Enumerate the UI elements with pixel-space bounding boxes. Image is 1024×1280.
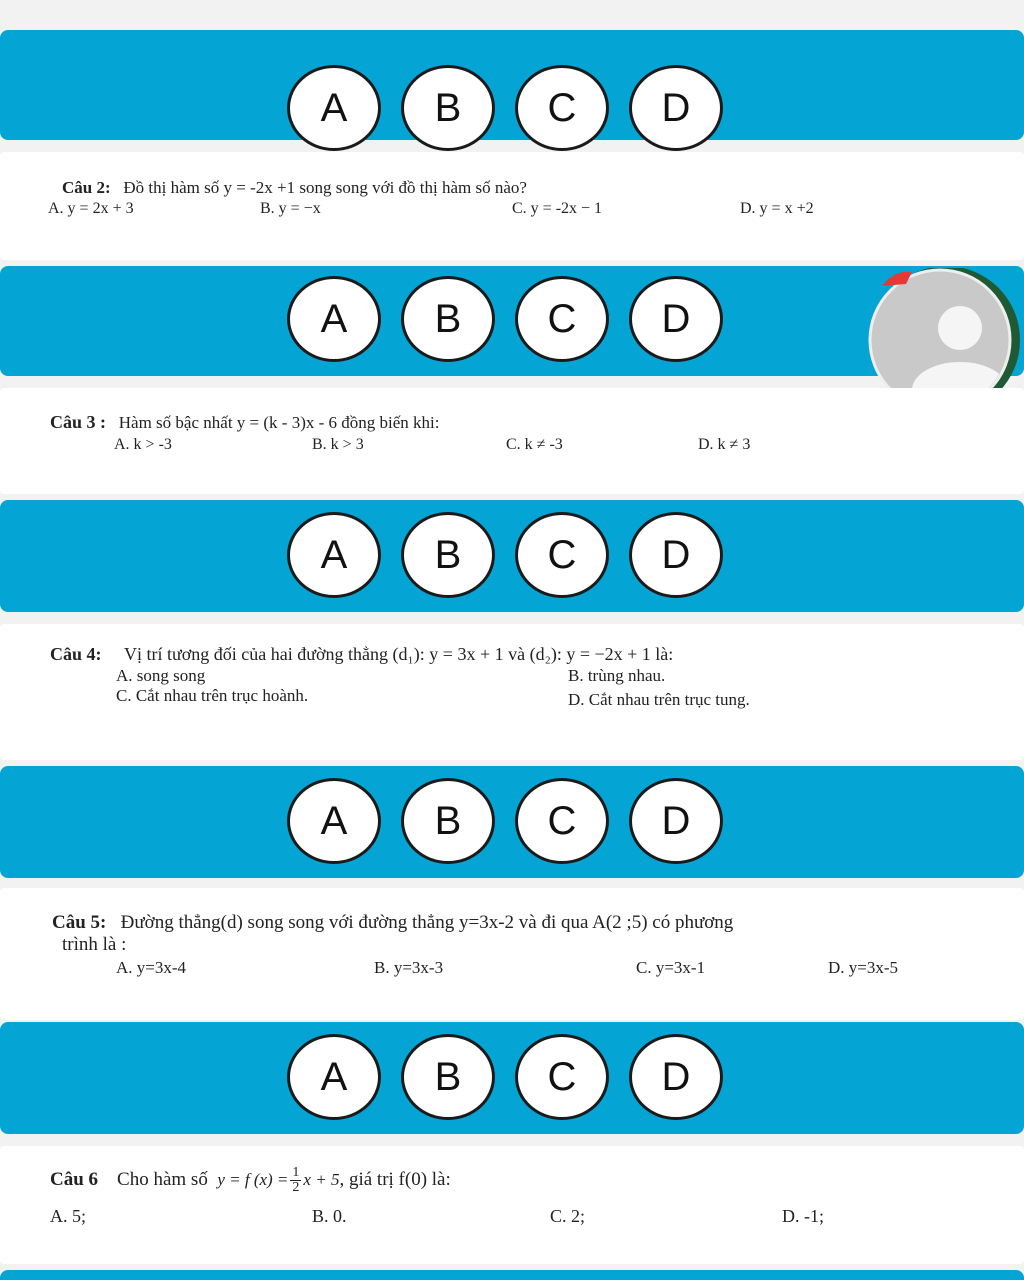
question-2 bbox=[62, 178, 527, 198]
answer-d: D. k ≠ 3 bbox=[698, 436, 751, 453]
answer-d: D. Cắt nhau trên trục tung. bbox=[568, 690, 750, 709]
answer-band-5 bbox=[0, 1022, 1024, 1134]
question-label: Câu 5: bbox=[52, 912, 107, 933]
fraction bbox=[290, 1166, 301, 1195]
option-a-button[interactable]: A bbox=[287, 65, 381, 151]
answer-band-6 bbox=[0, 1270, 1024, 1280]
option-b-button[interactable]: B bbox=[401, 512, 495, 598]
question-card-3 bbox=[0, 388, 1024, 494]
question-label: Câu 6 bbox=[50, 1168, 99, 1190]
answer-d: D. y=3x-5 bbox=[828, 958, 899, 977]
option-a-button[interactable]: A bbox=[287, 778, 381, 864]
answer-c: C. Cắt nhau trên trục hoành. bbox=[116, 686, 309, 705]
question-text-after: , giá trị f(0) là: bbox=[339, 1168, 451, 1190]
question-text: Vị trí tương đối của hai đường thẳng (d₁): y = 3x + 1 và (d₂): y = −2x + 1 là: bbox=[124, 644, 674, 664]
option-c-button[interactable]: C bbox=[515, 512, 609, 598]
option-c-button[interactable]: C bbox=[515, 276, 609, 362]
fraction-denominator: 2 bbox=[292, 1180, 300, 1195]
answer-b: B. y=3x-3 bbox=[374, 958, 444, 977]
option-b-button[interactable]: B bbox=[401, 778, 495, 864]
answer-c: C. k ≠ -3 bbox=[506, 436, 563, 453]
option-a-button[interactable]: A bbox=[287, 1034, 381, 1120]
answer-a: A. y=3x-4 bbox=[116, 958, 187, 977]
answer-b: B. y = −x bbox=[260, 200, 321, 217]
question-5 bbox=[52, 912, 733, 934]
answer-a: A. song song bbox=[116, 666, 206, 685]
option-b-button[interactable]: B bbox=[401, 276, 495, 362]
answer-d: D. -1; bbox=[782, 1206, 824, 1226]
question-card-5 bbox=[0, 888, 1024, 1020]
option-d-button[interactable]: D bbox=[629, 778, 723, 864]
question-label: Câu 2: bbox=[62, 178, 111, 197]
option-d-button[interactable]: D bbox=[629, 512, 723, 598]
option-b-button[interactable]: B bbox=[401, 1034, 495, 1120]
answer-c: C. y = -2x − 1 bbox=[512, 200, 603, 217]
answer-c: C. 2; bbox=[550, 1206, 586, 1226]
option-b-button[interactable]: B bbox=[401, 65, 495, 151]
question-text-continued: trình là : bbox=[62, 934, 127, 955]
answer-b: B. k > 3 bbox=[312, 436, 364, 453]
formula-right: x + 5 bbox=[303, 1169, 340, 1189]
question-text: Hàm số bậc nhất y = (k - 3)x - 6 đồng biến khi: bbox=[118, 413, 440, 432]
question-label: Câu 4: bbox=[50, 644, 102, 664]
answer-b: B. trùng nhau. bbox=[568, 666, 666, 685]
question-card-6 bbox=[0, 1146, 1024, 1264]
question-text: Đồ thị hàm số y = -2x +1 song song với đồ thị hàm số nào? bbox=[123, 178, 527, 197]
question-card-2 bbox=[0, 152, 1024, 260]
fraction-numerator: 1 bbox=[292, 1165, 300, 1180]
answer-a: A. k > -3 bbox=[114, 436, 172, 453]
answer-c: C. y=3x-1 bbox=[636, 958, 706, 977]
question-6 bbox=[50, 1166, 451, 1195]
option-c-button[interactable]: C bbox=[515, 778, 609, 864]
answer-a: A. y = 2x + 3 bbox=[48, 200, 134, 217]
question-label: Câu 3 : bbox=[50, 412, 107, 432]
answer-d: D. y = x +2 bbox=[740, 200, 814, 217]
question-text: Cho hàm số bbox=[117, 1168, 208, 1190]
formula-left: y = f (x) = bbox=[217, 1169, 289, 1189]
question-card-4 bbox=[0, 624, 1024, 760]
option-c-button[interactable]: C bbox=[515, 1034, 609, 1120]
option-d-button[interactable]: D bbox=[629, 276, 723, 362]
question-text: Đường thẳng(d) song song với đường thẳng y=3x-2 và đi qua A(2 ;5) có phương bbox=[120, 912, 734, 933]
option-c-button[interactable]: C bbox=[515, 65, 609, 151]
option-a-button[interactable]: A bbox=[287, 276, 381, 362]
answer-b: B. 0. bbox=[312, 1206, 347, 1226]
answer-a: A. 5; bbox=[50, 1206, 86, 1226]
option-d-button[interactable]: D bbox=[629, 1034, 723, 1120]
question-4 bbox=[50, 644, 673, 665]
option-d-button[interactable]: D bbox=[629, 65, 723, 151]
answer-band-4 bbox=[0, 766, 1024, 878]
option-a-button[interactable]: A bbox=[287, 512, 381, 598]
question-3 bbox=[50, 412, 439, 433]
answer-band-1 bbox=[0, 30, 1024, 140]
answer-band-3 bbox=[0, 500, 1024, 612]
